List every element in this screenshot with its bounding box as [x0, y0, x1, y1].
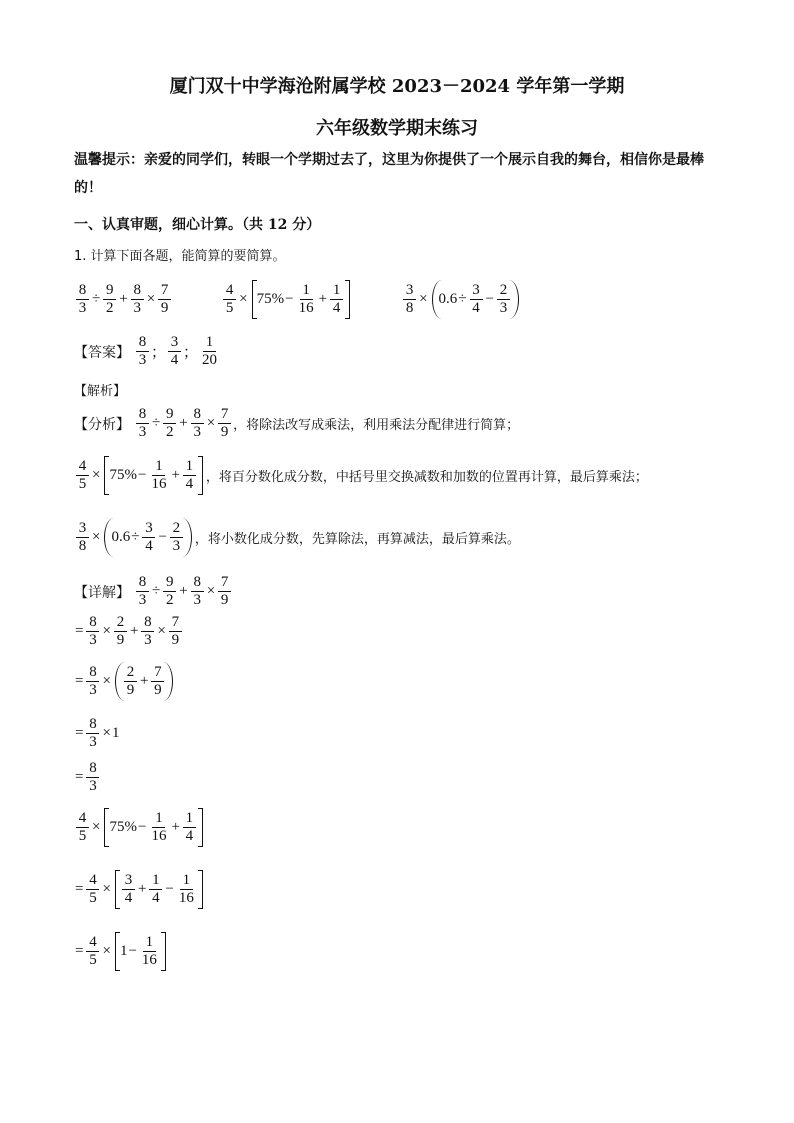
analysis-label: 【解析】	[74, 384, 127, 399]
detail-line-7: = $\frac{4}{5}$ × $\frac{3}{4}$ + $\frac{1}{4}$ − $\frac{1}{16}$	[74, 870, 206, 909]
detail-line-4: = $\frac{8}{3}$ × 1	[75, 716, 120, 750]
detail-line-5: = $\frac{8}{3}$	[74, 760, 101, 795]
expr-3: $\frac{3}{8}$ × 0.6 ÷ $\frac{3}{4}$ − $\frac{2}{3}$	[401, 280, 522, 319]
detail-line-6: $\frac{4}{5}$ × 75% − $\frac{1}{16}$ + $\frac{1}{4}$	[74, 808, 206, 847]
answer-row: 【答案】 $\frac{8}{3}$ ； $\frac{3}{4}$ ； $\frac{1}{20}$	[74, 334, 218, 368]
page-title: 厦门双十中学海沧附属学校 2023－2024 学年第一学期	[169, 76, 625, 97]
analysis-line-1: 【分析】 $\frac{8}{3}$ ÷ $\frac{9}{2}$ + $\frac{8}{3}$ × $\frac{7}{9}$ ，将除法改写成乘法，利用乘法分配律进行简算；	[74, 406, 520, 440]
analysis-line-3: $\frac{3}{8}$ × 0.6 ÷ $\frac{3}{4}$ − $\frac{2}{3}$ ，将小数化成分数，先算除法，再算减法，最后算乘法。	[74, 518, 520, 557]
detail-line-3: = $\frac{8}{3}$ × $\frac{2}{9}$ + $\frac{7}{9}$	[74, 662, 176, 701]
section-heading: 一、认真审题，细心计算。（共 12 分）	[74, 217, 321, 233]
problem-row	[74, 280, 522, 319]
question-prompt: 1. 计算下面各题，能简算的要简算。	[74, 249, 286, 264]
analysis-line-2: $\frac{4}{5}$ × 75% − $\frac{1}{16}$ + $\frac{1}{4}$ ，将百分数化成分数，中括号里交换减数和加数的位置再计算，最后算乘法；	[74, 456, 648, 495]
detail-line-1: 【详解】 $\frac{8}{3}$ ÷ $\frac{9}{2}$ + $\frac{8}{3}$ × $\frac{7}{9}$	[74, 574, 233, 609]
warm-tip: 温馨提示：亲爱的同学们，转眼一个学期过去了，这里为你提供了一个展示自我的舞台，相信你是最棒的！	[74, 152, 704, 196]
page-subtitle: 六年级数学期末练习	[316, 118, 478, 139]
expr-2: $\frac{4}{5}$ × 75% − $\frac{1}{16}$ + $\frac{1}{4}$	[221, 280, 353, 319]
detail-line-2: = $\frac{8}{3}$ × $\frac{2}{9}$ + $\frac{8}{3}$ × $\frac{7}{9}$	[74, 614, 184, 649]
expr-1: $\frac{8}{3}$ ÷ $\frac{9}{2}$ + $\frac{8}{3}$ × $\frac{7}{9}$	[74, 282, 173, 317]
detail-line-8: = $\frac{4}{5}$ × 1 − $\frac{1}{16}$	[74, 932, 169, 971]
